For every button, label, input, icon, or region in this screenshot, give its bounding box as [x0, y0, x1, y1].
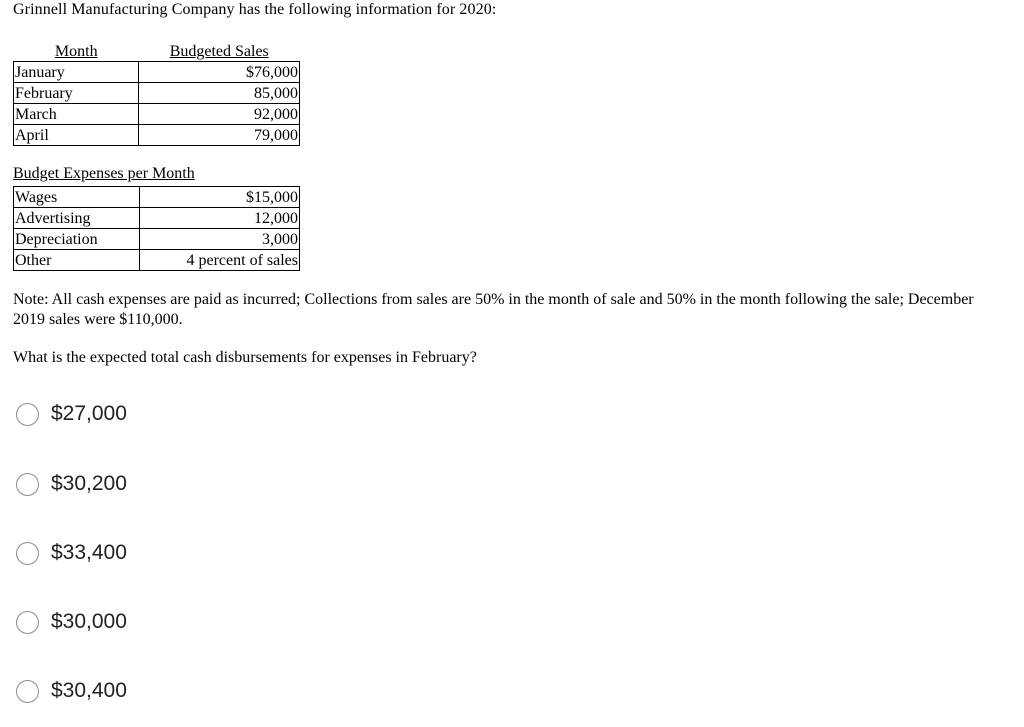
expense-item-cell: Advertising: [14, 208, 140, 229]
sales-cell: 79,000: [139, 125, 300, 146]
table-row: [14, 104, 300, 125]
table-row: [14, 83, 300, 104]
table-row: [14, 250, 300, 271]
radio-button-icon[interactable]: [16, 473, 39, 496]
month-cell: January: [14, 62, 139, 83]
option-label: $27,000: [51, 402, 127, 425]
month-cell: February: [14, 83, 139, 104]
budgeted-sales-header: Budgeted Sales: [139, 41, 300, 62]
table-row: [14, 208, 300, 229]
sales-table: [13, 41, 300, 146]
radio-button-icon[interactable]: [16, 403, 39, 426]
expense-amount-cell: 12,000: [139, 208, 299, 229]
table-row: [14, 229, 300, 250]
expense-item-cell: Wages: [14, 187, 140, 208]
option-label: $33,400: [51, 541, 127, 564]
sales-cell: 92,000: [139, 104, 300, 125]
answer-option-2[interactable]: [16, 470, 127, 498]
option-label: $30,400: [51, 679, 127, 702]
question-text: What is the expected total cash disbursements for expenses in February?: [13, 349, 477, 366]
answer-option-1[interactable]: [16, 400, 127, 428]
intro-text: Grinnell Manufacturing Company has the following information for 2020:: [13, 1, 497, 18]
option-label: $30,200: [51, 472, 127, 495]
expense-item-cell: Depreciation: [14, 229, 140, 250]
option-label: $30,000: [51, 610, 127, 633]
expenses-title: Budget Expenses per Month: [13, 165, 195, 182]
sales-cell: $76,000: [139, 62, 300, 83]
sales-table-header: [14, 41, 300, 62]
radio-button-icon[interactable]: [16, 680, 39, 703]
answer-option-4[interactable]: [16, 608, 127, 636]
table-row: [14, 62, 300, 83]
expense-amount-cell: 4 percent of sales: [139, 250, 299, 271]
expense-amount-cell: 3,000: [139, 229, 299, 250]
note-text: Note: All cash expenses are paid as incurred; Collections from sales are 50% in the month of sale and 50% in the month following the sale; December 2019 sales were $110,000.: [13, 291, 974, 328]
radio-button-icon[interactable]: [16, 611, 39, 634]
radio-button-icon[interactable]: [16, 542, 39, 565]
expense-item-cell: Other: [14, 250, 140, 271]
month-header: Month: [14, 41, 139, 62]
expense-amount-cell: $15,000: [139, 187, 299, 208]
month-cell: April: [14, 125, 139, 146]
table-row: [14, 187, 300, 208]
sales-cell: 85,000: [139, 83, 300, 104]
answer-option-3[interactable]: [16, 539, 127, 567]
expenses-table: [13, 186, 300, 271]
month-cell: March: [14, 104, 139, 125]
answer-option-5[interactable]: [16, 677, 127, 705]
table-row: [14, 125, 300, 146]
